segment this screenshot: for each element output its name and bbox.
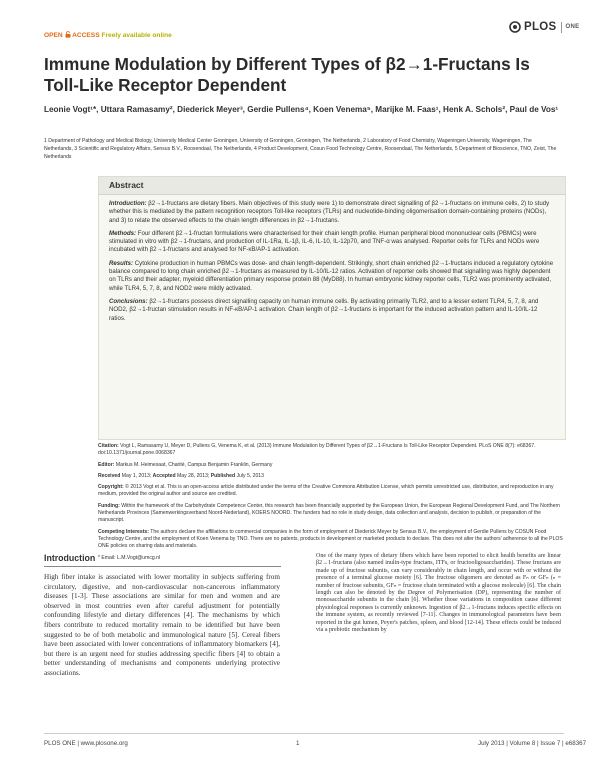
body-right-column: One of the many types of dietary fibers which have been reported to elicit health benefits are linear β2→1-fructans (also named inulin-type fructans, ITFs, or fructooligosaccharides). These fructans are made up of fructose subunits, can vary considerably in chain length, and occur with or without the presence of a terminal glucose moiety [6]. The fructose oligomers are denoted as Fₙ or GFₙ (ₙ = number of fructose subunits, GFₙ = fructose chain terminated with a glucose molecule) [6]. The chain length can also be denoted by the Degree of Polymerisation (DP), representing the number of monosaccharide subunits in the chain [6]. Whether those variations in composition cause different physiological responses is currently unknown. Ingestion of β2→1-fructans induces specific effects on the immune system, as recently reviewed [7-11]. Changes in immunological parameters have been reported in the gut lumen, Peyer's patches, spleen, and blood [12-14]. These effects could be induced via a prebiotic mechanism by	[316, 553, 561, 634]
results-label: Results:	[109, 259, 134, 267]
open-access-lock-icon	[65, 31, 71, 38]
open-access-banner	[44, 31, 172, 39]
access-label: ACCESS	[72, 32, 100, 39]
funding-label: Funding:	[98, 502, 120, 509]
logo-divider	[561, 22, 562, 33]
accepted-label: Accepted	[152, 472, 176, 479]
footer-rule	[44, 733, 564, 734]
conclusions-label: Conclusions:	[109, 297, 148, 305]
editor-text: Markus M. Heimesaat, Charité, Campus Benjamin Franklin, Germany	[115, 461, 273, 468]
results-text: Cytokine production in human PBMCs was dose- and chain length-dependent. Strikingly, short chain enriched β2→1-fructans induced a regulatory cytokine balance compared to long chain enriched β2→1-fructans as measured by IL-10/IL-12 ratios. Activation of reporter cells showed that signalling was highly dependent on TLRs and their adapter, myeloid differentiation primary response protein 88 (MyD88). In human embryonic kidney reporter cells, TLR2 was prominently activated, while TLR4, 5, 7, 8, and NOD2 were mildly activated.	[109, 259, 554, 292]
author-list: Leonie Vogt¹*, Uttara Ramasamy², Diederick Meyer³, Gerdie Pullens⁴, Koen Venema⁵, Marijke M. Faas¹, Henk A. Schols², Paul de Vos¹	[44, 105, 559, 114]
introduction-rule	[44, 566, 281, 567]
intro-text: β2→1-fructans are dietary fibers. Main objectives of this study were 1) to demonstrate direct signalling of β2→1-fructans on immune cells, 2) to study whether this is mediated by the pattern recognition receptors Toll-like receptors (TLRs) and nucleotide-binding oligomerisation domain-containing proteins (NODs), and 3) to relate the observed effects to the chain length differences in β2→1-fructans.	[109, 200, 550, 224]
published-date: July 5, 2013	[236, 472, 264, 479]
footer-journal[interactable]: PLOS ONE | www.plosone.org	[44, 740, 128, 747]
abstract-box	[98, 176, 566, 440]
conclusions-text: β2→1-fructans possess direct signalling capacity on human immune cells. By activating primarily TLR2, and to a lesser extent TLR4, 5, 7, 8, and NOD2, β2→1-fructan stimulation results in NF-κB/AP-1 activation. Chain length of β2→1-fructans is important for the induced activation pattern and IL-10/IL-12 ratios.	[109, 297, 539, 322]
copyright	[98, 484, 564, 499]
editor	[98, 462, 564, 469]
editor-label: Editor:	[98, 461, 115, 468]
competing-text: The authors declare the affiliations to commercial companies in the form of employment of Diederick Meyer by Sensus B.V., the employment of Gerdie Pullens by COSUN Food Technology Centre, and the employment of Koen Venema by TNO. There are no patents, products in development or marketed products to declare. This does not alter the authors' adherence to all the PLOS ONE policies on sharing data and materials.	[98, 528, 563, 550]
published-label: Published	[210, 472, 236, 479]
article-meta	[98, 443, 564, 566]
plos-one-logo	[509, 21, 579, 33]
article-title: Immune Modulation by Different Types of β2→1-Fructans Is Toll-Like Receptor Dependent	[44, 54, 530, 95]
footer-issue: July 2013 | Volume 8 | Issue 7 | e68367	[478, 740, 587, 747]
abstract-introduction	[109, 200, 555, 225]
citation-label: Citation:	[98, 443, 119, 449]
body-left-column: High fiber intake is associated with lower mortality in subjects suffering from circulatory, digestive, and non-cardiovascular non-cancerous inflammatory diseases [1-3]. These associations are similar for men and women and are observed in most countries even after careful adjustment for potentially confounding lifestyle and dietary differences [4]. The mechanisms by which fibers contribute to reduced mortality remain to be identified but have been suggested to be of both metabolic and immunological nature [5]. Cereal fibers have been associated with lower concentrations of inflammatory biomarkers [4], but there is an urgent need for studies addressing specific fibers [4] to obtain a better understanding of mechanisms and components underlying protective associations.	[44, 573, 280, 677]
competing-label: Competing Interests:	[98, 528, 149, 535]
page-number: 1	[296, 740, 300, 747]
open-label: OPEN	[44, 32, 63, 39]
dates	[98, 473, 564, 480]
funding	[98, 503, 564, 525]
funding-text: Within the framework of the Carbohydrate Competence Center, this research has been financially supported by the European Union, the European Regional Development Fund, and The Northern Netherlands Provinces (Samenwerkingsverband Noord-Nederland), KOERS NOORD. The funders had no role in study design, data collection and analysis, decision to publish, or preparation of the manuscript.	[98, 502, 560, 524]
affiliations: 1 Department of Pathology and Medical Biology, University Medical Center Groningen, University of Groningen, Groningen, The Netherlands, 2 Laboratory of Food Chemistry, Wageningen University, Wageningen, The Netherlands, 3 Scientific and Regulatory Affairs, Sensus B.V., Roosendaal, The Netherlands, 4 Product Development, Cosun Food Technology Centre, Roosendaal, The Netherlands, 5 Department of Bioscience, TNO, Zeist, The Netherlands	[44, 138, 557, 160]
plos-wordmark: PLOS	[524, 21, 557, 33]
copyright-label: Copyright:	[98, 484, 124, 491]
competing-interests	[98, 529, 564, 551]
copyright-text: © 2013 Vogt et al. This is an open-access article distributed under the terms of the Creative Commons Attribution License, which permits unrestricted use, distribution, and reproduction in any medium, provided the original author and source are credited.	[98, 484, 554, 498]
introduction-heading: Introduction	[44, 553, 96, 563]
abstract-methods	[109, 230, 555, 255]
methods-label: Methods:	[109, 229, 137, 237]
abstract-body	[109, 200, 555, 328]
citation-text: Vogt L, Ramasamy U, Meyer D, Pullens G, Venema K, et al. (2013) Immune Modulation by Different Types of β2→1-Fructans Is Toll-Like Receptor Dependent. PLoS ONE 8(7): e68367. doi:10.1371/journal.pone.0068367	[98, 443, 536, 457]
accepted-date: May 28, 2013;	[177, 472, 210, 479]
citation	[98, 443, 564, 458]
abstract-heading: Abstract	[109, 180, 144, 190]
abstract-results	[109, 260, 555, 293]
free-label: Freely available online	[101, 32, 172, 39]
corresponding-email[interactable]: * Email: L.M.Vogt@umcg.nl	[98, 554, 161, 561]
abstract-header	[99, 177, 565, 195]
intro-label: Introduction:	[109, 200, 147, 207]
methods-text: Four different β2→1-fructan formulations were characterised for their chain length profile. Human peripheral blood mononuclear cells (PBMCs) were stimulated in vitro with β2→1-fructans, and production of IL-1Ra, IL-1β, IL-6, IL-10, IL-12p70, and TNF-α was analysed. Reporter cells for TLRs and NODs were incubated with β2→1-fructans and analysed for NF-κB/AP-1 activation.	[109, 229, 540, 254]
one-wordmark: ONE	[565, 24, 580, 30]
received-date: May 1, 2013;	[121, 472, 152, 479]
received-label: Received	[98, 472, 121, 479]
plos-logo-icon	[509, 21, 521, 33]
abstract-conclusions	[109, 298, 555, 323]
